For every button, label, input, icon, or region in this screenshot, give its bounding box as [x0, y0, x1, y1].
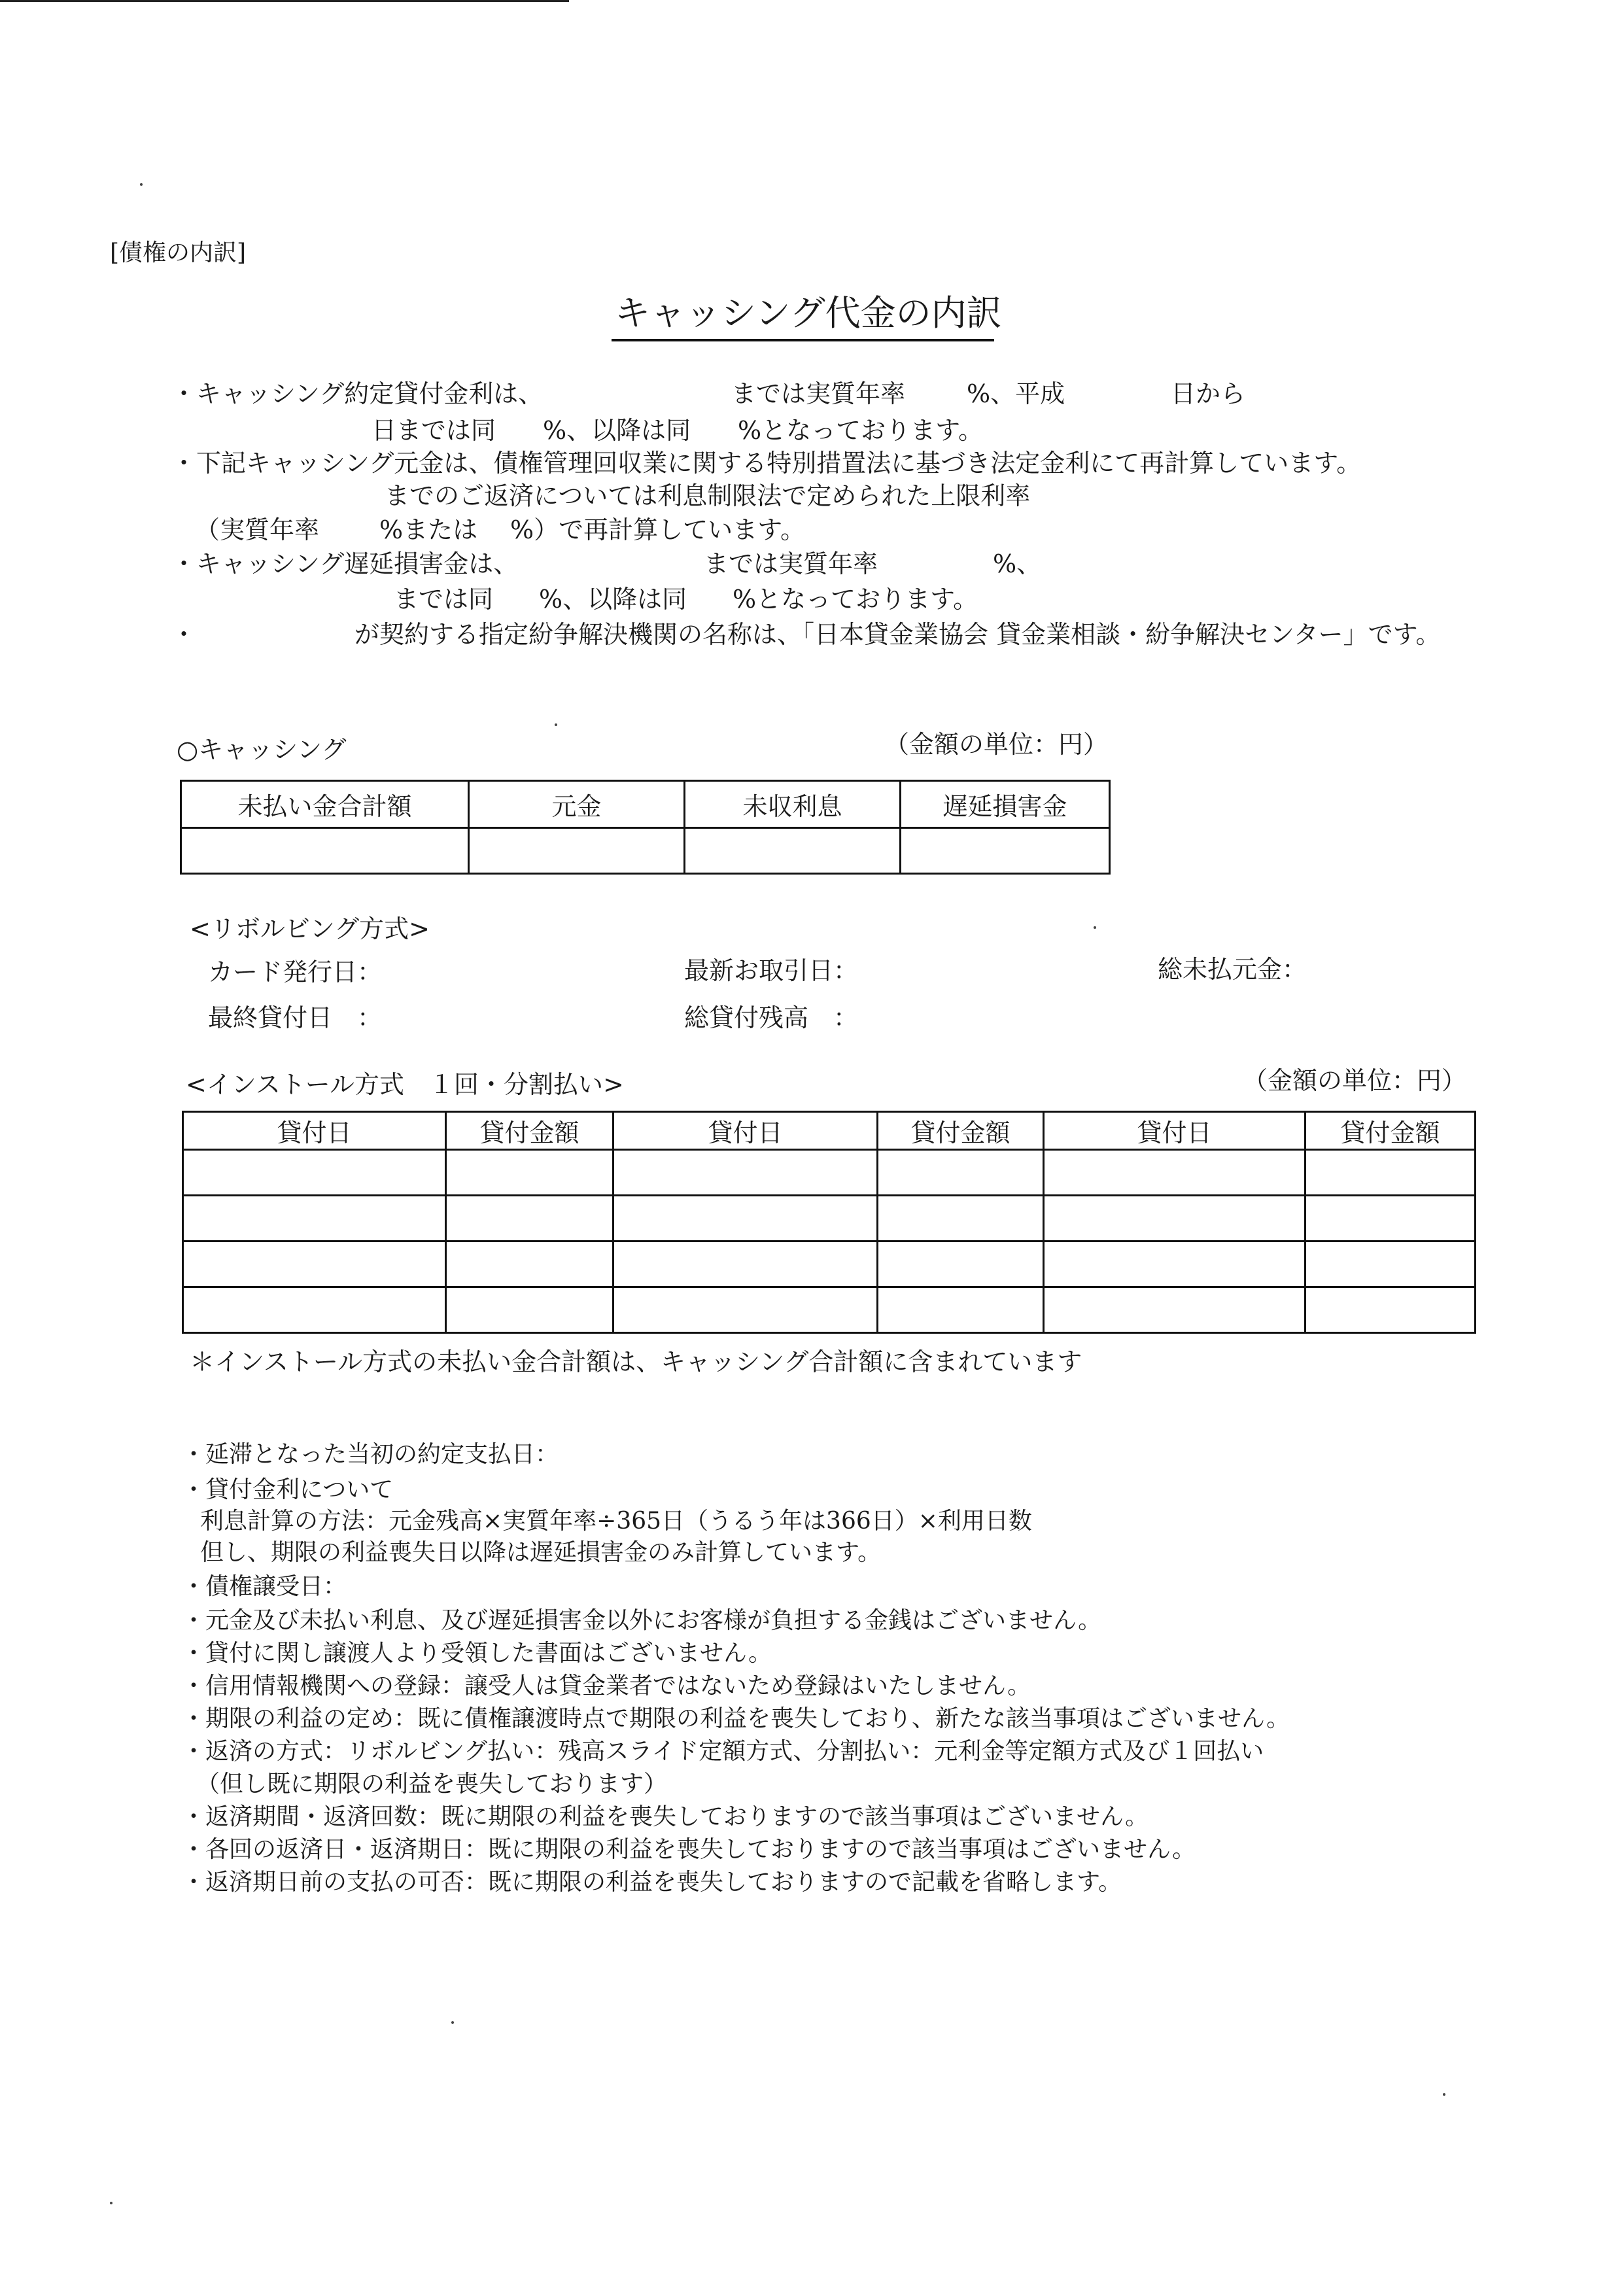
install-heading: <インストール方式 １回・分割払い> [186, 1070, 624, 1099]
intro-adr-bullet: ・ [171, 620, 197, 649]
table-cell [183, 1287, 446, 1333]
scan-speck [555, 723, 557, 726]
column-header: 貸付金額 [1305, 1112, 1476, 1150]
table-cell [183, 1196, 446, 1242]
note-repayment-dates: ・各回の返済日・返済期日：既に期限の利益を喪失しておりますので該当事項はございません。 [182, 1836, 1196, 1863]
intro-delay-until-same: までは同 [394, 585, 494, 614]
table-header-row [183, 1112, 1476, 1150]
intro-rate-lead: ・キャッシング約定貸付金利は、 [171, 379, 544, 408]
intro-rate-until: までは実質年率 [731, 379, 906, 408]
title-underline [612, 339, 994, 341]
table-cell [446, 1287, 613, 1333]
note-repayment-method: ・返済の方式：リボルビング払い：残高スライド定額方式、分割払い：元利金等定額方式及び１回払い [182, 1738, 1264, 1765]
table-header-row [181, 781, 1110, 828]
table-row [183, 1150, 1476, 1196]
column-header: 貸付金額 [446, 1112, 613, 1150]
document-title: キャッシング代金の内訳 [615, 292, 1002, 334]
scan-speck [110, 2202, 112, 2204]
note-benefit-of-term: ・期限の利益の定め：既に債権譲渡時点で期限の利益を喪失しており、新たな該当事項はございません。 [182, 1705, 1290, 1732]
intro-delay-until: までは実質年率 [704, 549, 878, 578]
column-header: 元金 [469, 781, 685, 828]
intro-rate-end: %となっております。 [738, 416, 984, 445]
column-header: 貸付日 [183, 1112, 446, 1150]
scan-speck [1094, 926, 1096, 929]
table-cell [1305, 1196, 1476, 1242]
intro-recalc-rate-b: %または [379, 515, 478, 544]
intro-recalc-law: ・下記キャッシング元金は、債権管理回収業に関する特別措置法に基づき法定金利にて再計算しています。 [171, 449, 1362, 477]
intro-rate-pct-heisei: %、平成 [967, 379, 1065, 408]
table-cell [613, 1196, 878, 1242]
table-cell [183, 1242, 446, 1287]
intro-delay-pct: %、 [993, 549, 1042, 578]
table-cell [613, 1242, 878, 1287]
intro-delay-after: %、以降は同 [539, 585, 687, 614]
table-cell [446, 1150, 613, 1196]
column-header: 未払い金合計額 [181, 781, 469, 828]
table-cell [446, 1242, 613, 1287]
table-cell [685, 828, 901, 874]
note-repayment-period: ・返済期間・返済回数：既に期限の利益を喪失しておりますので該当事項はございません。 [182, 1803, 1149, 1830]
intro-recalc-limit: までのご返済については利息制限法で定められた上限利率 [385, 481, 1031, 510]
note-interest-calc: 利息計算の方法：元金残高×実質年率÷365日（うるう年は366日）×利用日数 [200, 1508, 1032, 1535]
cashing-heading: ○キャッシング [177, 735, 347, 764]
intro-rate-until-same: 日までは同 [371, 416, 496, 445]
note-initial-due-date: ・延滞となった当初の約定支払日： [182, 1441, 559, 1468]
note-loan-interest: ・貸付金利について [182, 1476, 394, 1503]
total-loan-balance-label: 総貸付残高 ： [684, 1003, 859, 1032]
note-no-documents: ・貸付に関し譲渡人より受領した書面はございません。 [182, 1640, 772, 1667]
note-credit-bureau: ・信用情報機関への登録：譲受人は貸金業者ではないため登録はいたしません。 [182, 1673, 1031, 1699]
total-unpaid-principal-label: 総未払元金： [1158, 955, 1307, 984]
cashing-table [180, 780, 1111, 875]
table-cell [613, 1150, 878, 1196]
table-row [183, 1287, 1476, 1333]
card-issue-date-label: カード発行日： [208, 958, 383, 986]
intro-delay-end: %となっております。 [733, 585, 978, 614]
table-cell [1305, 1287, 1476, 1333]
table-row [181, 828, 1110, 874]
scan-speck [451, 2021, 454, 2024]
table-cell [1044, 1150, 1305, 1196]
table-row [183, 1196, 1476, 1242]
table-cell [469, 828, 685, 874]
last-loan-date-label: 最終貸付日 ： [208, 1003, 383, 1032]
section-label: [債権の内訳] [110, 239, 247, 266]
intro-recalc-rate-c: %）で再計算しています。 [510, 515, 806, 544]
scan-speck [1443, 2093, 1445, 2096]
note-transfer-date: ・債権譲受日： [182, 1573, 347, 1600]
table-cell [183, 1150, 446, 1196]
table-cell [181, 828, 469, 874]
column-header: 未収利息 [685, 781, 901, 828]
cashing-unit-label: （金額の単位：円） [884, 730, 1109, 759]
note-early-payment: ・返済期日前の支払の可否：既に期限の利益を喪失しておりますので記載を省略します。 [182, 1869, 1122, 1896]
column-header: 貸付日 [1044, 1112, 1305, 1150]
table-cell [1044, 1242, 1305, 1287]
table-cell [1044, 1287, 1305, 1333]
install-unit-label: （金額の単位：円） [1243, 1066, 1467, 1095]
table-cell [901, 828, 1110, 874]
top-edge-line [0, 0, 569, 2]
note-repayment-method-2: （但し既に期限の利益を喪失しております） [196, 1771, 668, 1797]
scan-speck [140, 183, 143, 186]
intro-delay-lead: ・キャッシング遅延損害金は、 [171, 549, 519, 578]
column-header: 遅延損害金 [901, 781, 1110, 828]
table-cell [878, 1196, 1044, 1242]
column-header: 貸付金額 [878, 1112, 1044, 1150]
table-cell [1305, 1242, 1476, 1287]
table-cell [613, 1287, 878, 1333]
note-interest-calc-2: 但し、期限の利益喪失日以降は遅延損害金のみ計算しています。 [200, 1539, 882, 1566]
table-cell [446, 1196, 613, 1242]
table-row [183, 1242, 1476, 1287]
table-cell [878, 1150, 1044, 1196]
table-cell [878, 1287, 1044, 1333]
table-cell [878, 1242, 1044, 1287]
note-no-other-charges: ・元金及び未払い利息、及び遅延損害金以外にお客様が負担する金銭はございません。 [182, 1607, 1102, 1634]
table-cell [1305, 1150, 1476, 1196]
revolving-heading: <リボルビング方式> [190, 914, 430, 943]
intro-recalc-rate-a: （実質年率 [195, 515, 320, 544]
column-header: 貸付日 [613, 1112, 878, 1150]
intro-adr-text: が契約する指定紛争解決機関の名称は、「日本貸金業協会 貸金業相談・紛争解決センター」です。 [354, 620, 1441, 649]
install-note: ＊インストール方式の未払い金合計額は、キャッシング合計額に含まれています [190, 1347, 1082, 1376]
intro-rate-after: %、以降は同 [543, 416, 691, 445]
intro-rate-from: 日から [1171, 379, 1246, 408]
table-cell [1044, 1196, 1305, 1242]
install-table [182, 1111, 1476, 1334]
latest-transaction-label: 最新お取引日： [684, 956, 859, 985]
